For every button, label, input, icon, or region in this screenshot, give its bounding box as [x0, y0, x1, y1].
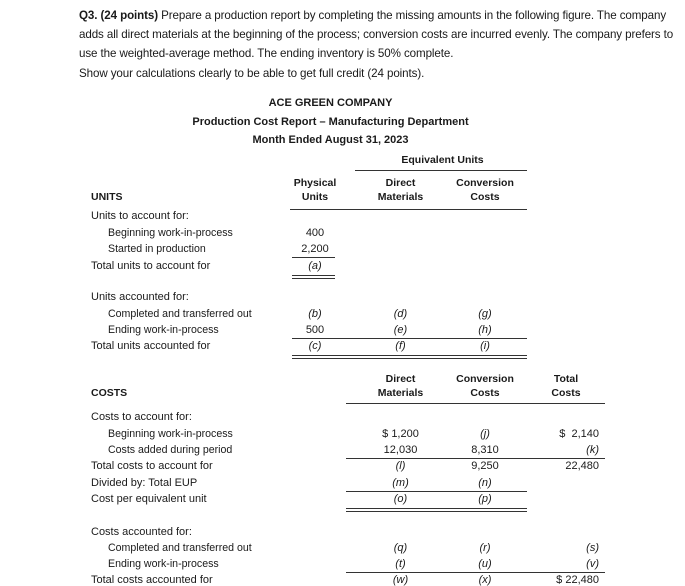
row-label: Started in production	[108, 243, 206, 255]
blank-c: (c)	[308, 340, 322, 352]
header-total-costs: Total Costs	[551, 373, 581, 399]
header-conversion-costs: Conversion Costs	[456, 177, 514, 203]
row-label: Total costs to account for	[91, 460, 213, 472]
row-label: Cost per equivalent unit	[91, 493, 207, 505]
value: 2,200	[301, 243, 329, 255]
value: $ 2,140	[559, 428, 599, 440]
blank-e: (e)	[393, 324, 408, 336]
blank-p: (p)	[478, 493, 492, 505]
row-label: Total units to account for	[91, 260, 211, 272]
value: 22,480	[565, 460, 599, 472]
row-label: Costs added during period	[108, 444, 233, 456]
blank-i: (i)	[480, 340, 490, 352]
blank-h: (h)	[478, 324, 492, 336]
row-label: Ending work-in-process	[108, 324, 219, 336]
blank-q: (q)	[393, 542, 408, 554]
header-direct-materials: Direct Materials	[377, 177, 424, 203]
row-label: Completed and transferred out	[108, 542, 252, 554]
value: 500	[305, 324, 325, 336]
blank-x: (x)	[478, 574, 492, 586]
value: 12,030	[383, 444, 418, 456]
header-direct-materials: Direct Materials	[377, 373, 424, 399]
units-to-account-label: Units to account for:	[91, 210, 189, 222]
question-label: Q3. (24 points)	[79, 9, 159, 22]
units-accounted-label: Units accounted for:	[91, 291, 189, 303]
header-physical-units: Physical Units	[293, 177, 337, 203]
value: 400	[305, 227, 325, 239]
blank-m: (m)	[392, 477, 409, 489]
blank-w: (w)	[392, 574, 409, 586]
instruction-text: Show your calculations clearly to be able to get full credit (24 points).	[79, 67, 425, 80]
header-conversion-costs: Conversion Costs	[456, 373, 514, 399]
row-label: Total costs accounted for	[91, 574, 213, 586]
value: $ 22,480	[556, 574, 599, 586]
units-section-title: UNITS	[91, 191, 123, 203]
question-body: Prepare a production report by completing the missing amounts in the following figure. The company adds all direct materials at the beginning of the process; conversion costs are incurred evenly. The company prefers to use the weighted-average method. The ending inventory is 50% complete.	[79, 9, 674, 60]
blank-a: (a)	[308, 260, 322, 272]
blank-d: (d)	[393, 308, 408, 320]
blank-k: (k)	[586, 444, 599, 456]
blank-f: (f)	[395, 340, 406, 352]
row-label: Ending work-in-process	[108, 558, 219, 570]
blank-l: (l)	[395, 460, 406, 472]
row-label: Completed and transferred out	[108, 308, 252, 320]
costs-accounted-label: Costs accounted for:	[91, 526, 192, 538]
blank-b: (b)	[308, 308, 322, 320]
row-label: Divided by: Total EUP	[91, 477, 198, 489]
value: $ 1,200	[382, 428, 419, 440]
company-name: ACE GREEN COMPANY	[268, 97, 393, 109]
blank-v: (v)	[586, 558, 599, 570]
blank-r: (r)	[479, 542, 491, 554]
blank-n: (n)	[478, 477, 492, 489]
blank-j: (j)	[480, 428, 490, 440]
value: 8,310	[471, 444, 499, 456]
report-title: Production Cost Report – Manufacturing Department	[192, 116, 469, 128]
blank-u: (u)	[478, 558, 492, 570]
row-label: Beginning work-in-process	[108, 227, 233, 239]
blank-s: (s)	[586, 542, 599, 554]
value: 9,250	[471, 460, 499, 472]
blank-t: (t)	[395, 558, 406, 570]
question-text	[79, 6, 679, 63]
equivalent-units-header: Equivalent Units	[401, 154, 484, 166]
report-period: Month Ended August 31, 2023	[252, 134, 409, 146]
costs-section-title: COSTS	[91, 387, 128, 399]
costs-to-account-label: Costs to account for:	[91, 411, 192, 423]
row-label: Beginning work-in-process	[108, 428, 233, 440]
blank-g: (g)	[478, 308, 492, 320]
row-label: Total units accounted for	[91, 340, 211, 352]
blank-o: (o)	[393, 493, 408, 505]
